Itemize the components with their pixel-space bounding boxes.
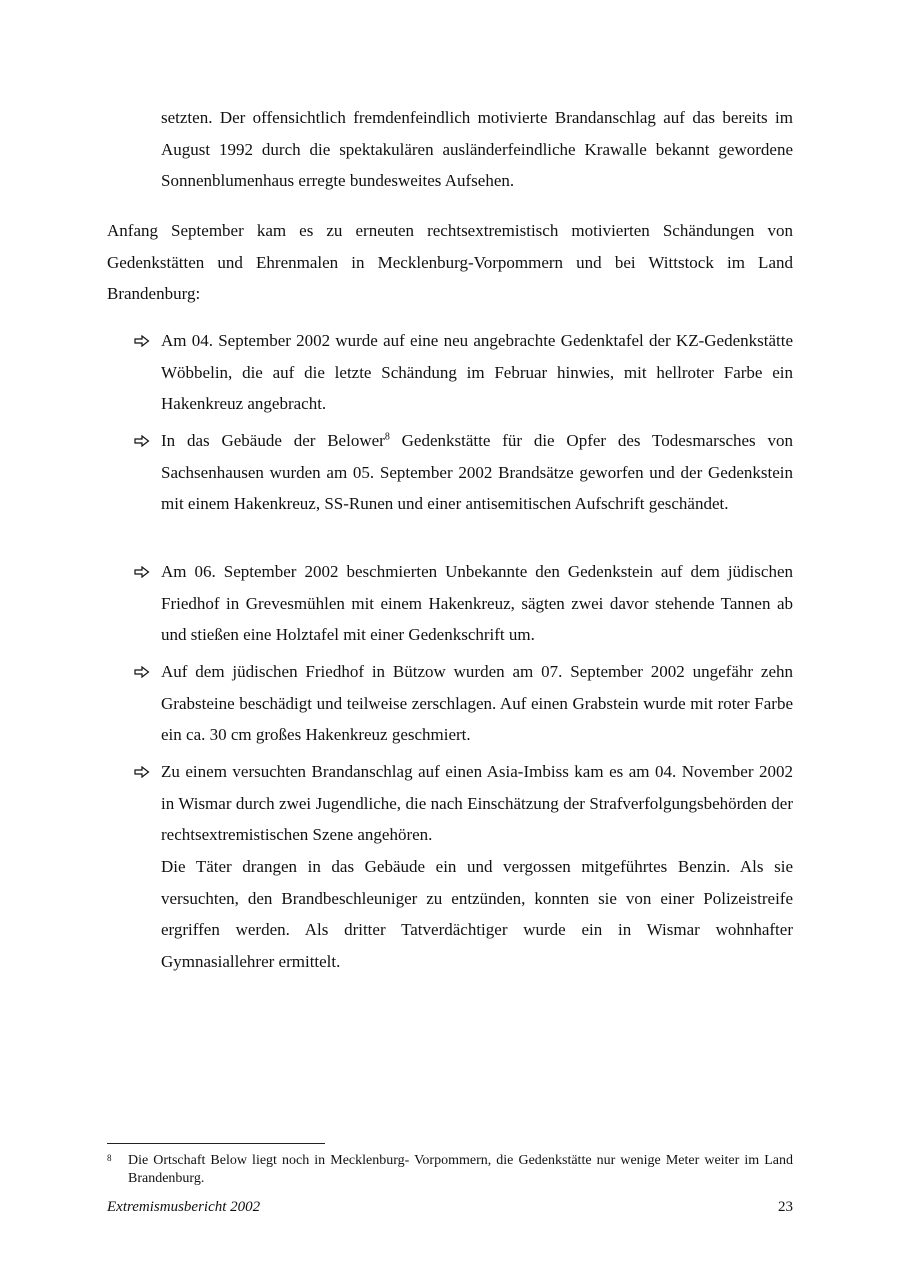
footnote [107,1152,793,1188]
list-item-text: Am 06. September 2002 beschmierten Unbekannte den Gedenkstein auf dem jüdischen Friedhof in Grevesmühlen mit einem Hakenkreuz, sägten zwei davor stehende Tannen ab und stießen eine Holztafel mit einer Gedenkschrift um. [161,562,793,644]
list-item [161,325,793,420]
intro-paragraph: Anfang September kam es zu erneuten rechtsextremistisch motivierten Schändungen von Gedenkstätten und Ehrenmalen in Mecklenburg-Vorpommern und bei Wittstock im Land Brandenburg: [107,221,793,303]
right-arrow-outline-icon [133,556,151,588]
list-item [161,425,793,520]
right-arrow-outline-icon [133,325,151,357]
list-item-text: Auf dem jüdischen Friedhof in Bützow wurden am 07. September 2002 ungefähr zehn Grabsteine beschädigt und teilweise zerschlagen. Auf einen Grabstein wurde mit roter Farbe ein ca. 30 cm großes Hakenkreuz geschmiert. [161,662,793,744]
footnote-divider [107,1143,325,1144]
followup-paragraph: Die Täter drangen in das Gebäude ein und vergossen mitgeführtes Benzin. Als sie versuchten, den Brandbeschleuniger zu entzünden, konnten sie von einer Polizeistreife ergriffen werden. Als dritter Tatverdächtiger wurde ein in Wismar wohnhafter Gymnasiallehrer ermittelt. [161,857,793,971]
list-item-text-start: In das Gebäude der Belower [161,431,385,450]
right-arrow-outline-icon [133,756,151,788]
footnote-text: Die Ortschaft Below liegt noch in Mecklenburg- Vorpommern, die Gedenkstätte nur wenige Meter weiter im Land Brandenburg. [128,1153,793,1186]
page-number: 23 [778,1199,793,1215]
footnote-reference: 8 [384,431,390,443]
right-arrow-outline-icon [133,656,151,688]
list-item [161,656,793,751]
list-item [161,756,793,851]
list-item-text: Am 04. September 2002 wurde auf eine neu angebrachte Gedenktafel der KZ-Gedenkstätte Wöbbelin, die auf die letzte Schändung im Februar hinwies, mit hellroter Farbe ein Hakenkreuz angebracht. [161,331,793,413]
list-item-text-end: Gedenkstätte für die Opfer des Todesmarsches von Sachsenhausen wurden am 05. September 2002 Brandsätze geworfen und der Gedenkstein mit einem Hakenkreuz, SS-Runen und einer antisemitischen Aufschrift geschändet. [161,431,793,513]
footnote-number: 8 [107,1153,112,1163]
list-item [161,556,793,651]
footer-publication: Extremismusbericht 2002 [107,1199,261,1215]
continuation-paragraph: setzten. Der offensichtlich fremdenfeindlich motivierte Brandanschlag auf das bereits im August 1992 durch die spektakulären ausländerfeindliche Krawalle bekannt gewordene Sonnenblumenhaus erregte bundesweites Aufsehen. [161,108,793,190]
list-item-text: Zu einem versuchten Brandanschlag auf einen Asia-Imbiss kam es am 04. November 2002 in Wismar durch zwei Jugendliche, die nach Einschätzung der Strafverfolgungsbehörden der rechtsextremistischen Szene angehören. [161,762,793,844]
right-arrow-outline-icon [133,425,151,457]
